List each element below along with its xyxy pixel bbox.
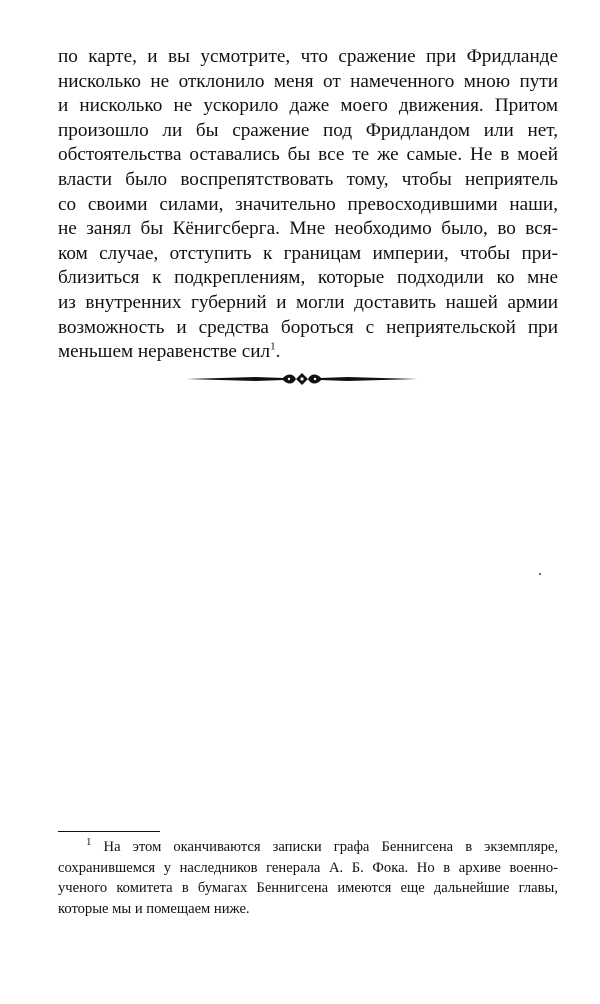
- footnote-reference[interactable]: 1: [270, 340, 276, 353]
- text-line: и нисколько не ускорило даже моего движения. Притом: [58, 95, 558, 117]
- text-line: власти было воспрепятствовать тому, чтобы неприятель: [58, 168, 558, 190]
- text-line: обстоятельства оставались бы все те же самые. Не в моей: [58, 144, 558, 166]
- print-speck: [539, 573, 541, 575]
- ornament-divider: [186, 369, 418, 389]
- main-text: [58, 45, 558, 365]
- footnote-line-content: На этом оканчиваются записки графа Беннигсена в экземпляре,: [103, 839, 558, 855]
- text-line: близиться к подкреплениям, которые подходили ко мне: [58, 267, 558, 289]
- text-line: произошло ли бы сражение под Фридландом или нет,: [58, 119, 558, 141]
- text-line: не занял бы Кёнигсберга. Мне необходимо было, во вся-: [58, 218, 558, 240]
- text-line-content: меньшем неравенстве сил: [58, 341, 271, 363]
- text-line: нисколько не отклонило меня от намеченного мною пути: [58, 70, 558, 92]
- footnote-rule: [58, 831, 160, 832]
- footnote-line: ученого комитета в бумагах Беннигсена имеются еще дальнейшие главы,: [58, 880, 558, 897]
- text-line: по карте, и вы усмотрите, что сражение при Фридланде: [58, 46, 558, 67]
- footnote: [58, 837, 558, 919]
- footnote-line: [58, 837, 558, 858]
- footnote-line: сохранившемся у наследников генерала А. Б. Фока. Но в архиве военно-: [58, 859, 558, 876]
- text-line: со своими силами, значительно превосходившими наши,: [58, 193, 558, 215]
- footnote-marker: 1: [86, 836, 92, 849]
- text-line: ком случае, отступить к границам империи, чтобы при-: [58, 242, 558, 264]
- text-line: из внутренних губерний и могли доставить нашей армии: [58, 291, 558, 313]
- footnote-line: которые мы и помещаем ниже.: [58, 900, 250, 917]
- text-line-last: меньшем неравенстве сил$^1$.: [58, 340, 281, 363]
- text-line: возможность и средства бороться с неприятельской при: [58, 316, 558, 338]
